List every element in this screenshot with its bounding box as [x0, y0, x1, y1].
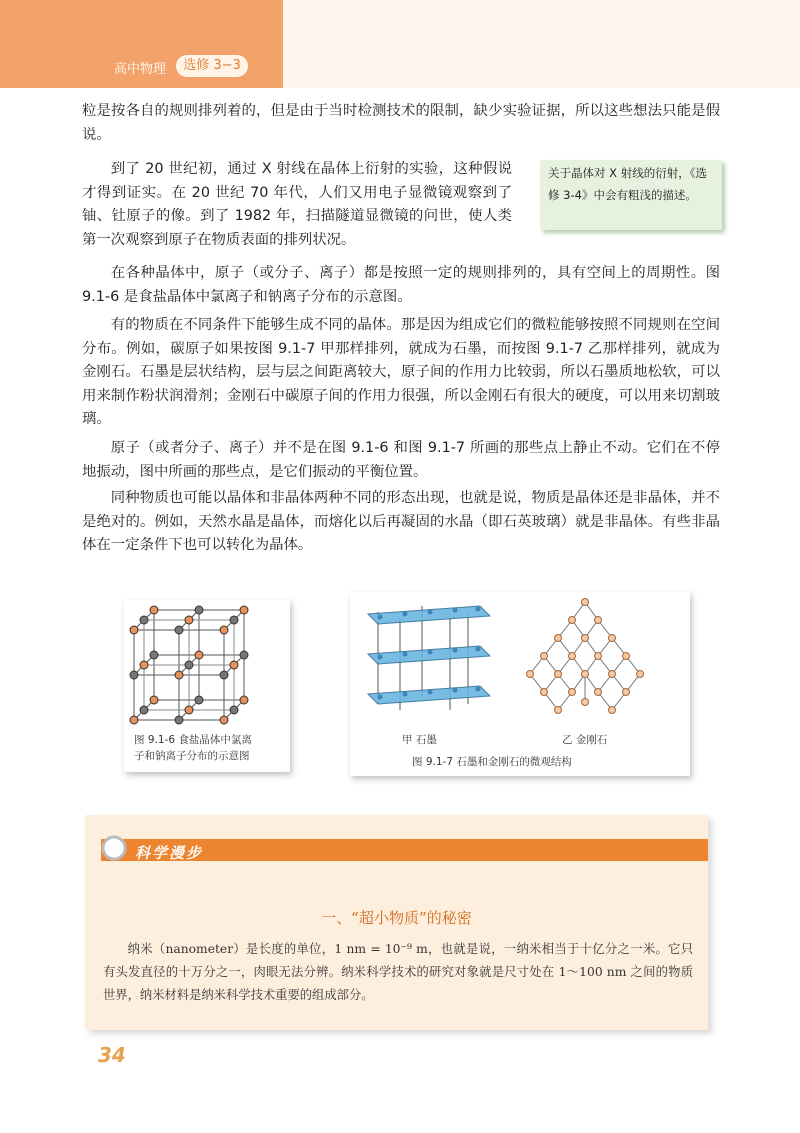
fig6-caption-line1: 图 9.1-6 食盐晶体中氯离 [134, 734, 252, 746]
figure-salt-lattice [124, 600, 290, 772]
magnifier-icon [99, 833, 129, 863]
science-title: 科学漫步 [135, 844, 204, 862]
page-number: 34 [98, 1043, 126, 1067]
paragraph-amorphous: 同种物质也可能以晶体和非晶体两种不同的形态出现，也就是说，物质是晶体还是非晶体，并不是绝对的。例如，天然水晶是晶体，而熔化以后再凝固的水晶（即石英玻璃）就是非晶体。有些非晶体在一定条件下也可以转化为晶体。 [82, 490, 720, 554]
paragraph-vibration: 原子（或者分子、离子）并不是在图 9.1-6 和图 9.1-7 所画的那些点上静止不动。它们在不停地振动，图中所画的那些点，是它们振动的平衡位置。 [82, 440, 720, 480]
book-title: 高中物理 [114, 62, 167, 77]
diamond-label: 乙 金刚石 [562, 734, 608, 746]
figure-graphite-diamond [350, 592, 690, 776]
paragraph-x-ray: 到了 20 世纪初，通过 X 射线在晶体上衍射的实验，这种假说才得到证实。在 20 世纪 70 年代，人们又用电子显微镜观察到了铀、钍原子的像。到了 1982 年，扫描隧道显微镜的问世，使人类第一次观察到原子在物质表面的排列状况。 [82, 161, 512, 248]
graphite-diagram [350, 592, 690, 722]
science-body: 纳米（nanometer）是长度的单位，1 nm = 10⁻⁹ m，也就是说，一纳米相当于十亿分之一米。它只有头发直径的十万分之一，肉眼无法分辨。纳米科学技术的研究对象就是尺寸处在 1～100 nm 之间的物质世界，纳米材料是纳米科学技术重要的组成部分。 [103, 942, 693, 1002]
paragraph-allotropes: 有的物质在不同条件下能够生成不同的晶体。那是因为组成它们的微粒能够按照不同规则在空间分布。例如，碳原子如果按图 9.1-7 甲那样排列，就成为石墨，而按图 9.1-7 乙那样排列，就成为金刚石。石墨是层状结构，层与层之间距离较大，原子间的作用力比较弱，所以石墨质地松软，可以用来制作粉状润滑剂；金刚石中碳原子间的作用力很强，所以金刚石有很大的硬度，可以用来切割玻璃。 [82, 317, 720, 428]
fig7-caption: 图 9.1-7 石墨和金刚石的微观结构 [412, 756, 572, 768]
paragraph-periodicity: 在各种晶体中，原子（或分子、离子）都是按照一定的规则排列的，具有空间上的周期性。图 9.1-6 是食盐晶体中氯离子和钠离子分布的示意图。 [82, 265, 720, 305]
science-reading-box [85, 815, 708, 1030]
graphite-label: 甲 石墨 [402, 734, 437, 746]
fig6-caption-line2: 子和钠离子分布的示意图 [134, 750, 250, 762]
salt-lattice-diagram [124, 600, 290, 730]
header-band [283, 0, 800, 88]
paragraph-continued: 粒是按各自的规则排列着的，但是由于当时检测技术的限制，缺少实验证据，所以这些想法只能是假说。 [82, 103, 720, 143]
sidenote: 关于晶体对 X 射线的衍射，《选修 3-4》中会有粗浅的描述。 [540, 160, 722, 230]
science-heading: 一、“超小物质”的秘密 [321, 909, 472, 927]
volume-badge: 选修 3−3 [176, 55, 248, 77]
